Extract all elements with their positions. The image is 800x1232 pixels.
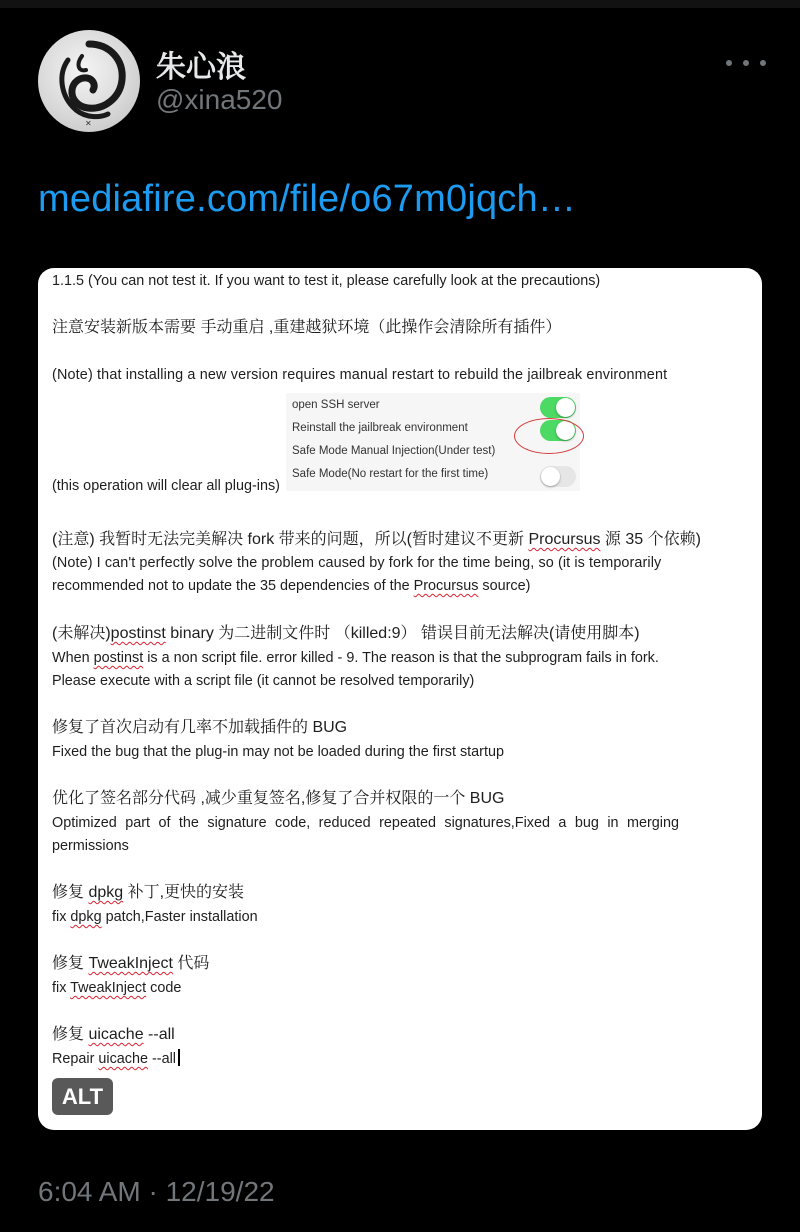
doc-tweak-cn: 修复 TweakInject 代码 [52,955,210,972]
setting-label: Safe Mode Manual Injection(Under test) [292,445,496,457]
doc-fork-en-1: (Note) I can't perfectly solve the problem caused by fork for the time being, so (it is temporarily [52,555,662,571]
avatar[interactable] [38,30,140,132]
doc-postinst-en-2: Please execute with a script file (it cannot be resolved temporarily) [52,673,475,689]
setting-label: Reinstall the jailbreak environment [292,422,468,434]
display-name[interactable]: 朱心浪 [156,51,246,84]
doc-postinst-en-1: When postinst is a non script file. error killed - 9. The reason is that the subprogram fails in fork. [52,650,659,666]
doc-note-cn: 注意安装新版本需要 手动重启 ,重建越狱环境（此操作会清除所有插件） [52,319,562,336]
alt-text-button[interactable]: ALT [52,1078,113,1115]
doc-tweak-en: fix TweakInject code [52,980,182,996]
setting-label: Safe Mode(No restart for the first time) [292,468,489,480]
doc-uicache-en: Repair uicache --all [52,1049,180,1069]
doc-version-line: 1.1.5 (You can not test it. If you want to test it, please carefully look at the precautions) [52,273,601,289]
doc-bug-cn: 修复了首次启动有几率不加载插件的 BUG [52,719,348,736]
text-cursor [178,1049,180,1066]
more-dot-icon [760,60,766,66]
red-circle-annotation [514,418,584,454]
safe-mode-toggle [540,466,576,487]
doc-fork-cn: (注意) 我暂时无法完美解决 fork 带来的问题，所以(暂时建议不更新 Procursus 源 35 个依赖) [52,531,701,548]
tweet-image[interactable] [38,268,762,1130]
doc-note-en: (Note) that installing a new version requires manual restart to rebuild the jailbreak environment [52,367,668,383]
more-options-button[interactable] [726,50,766,76]
tweet-link[interactable]: mediafire.com/file/o67m0jqch… [38,178,577,220]
tweet-timestamp[interactable]: 6:04 AM · 12/19/22 [38,1176,275,1207]
doc-postinst-cn: (未解决)postinst binary 为二进制文件时 （killed:9） 错误目前无法解决(请使用脚本) [52,625,640,642]
svg-text:✕: ✕ [85,119,92,128]
doc-dpkg-cn: 修复 dpkg 补丁,更快的安装 [52,884,245,901]
doc-fork-en-2: recommended not to update the 35 dependencies of the Procursus source) [52,578,531,594]
top-bar [0,0,800,8]
doc-bug-en: Fixed the bug that the plug-in may not be loaded during the first startup [52,744,504,760]
avatar-logo-icon [38,30,140,132]
doc-clear-plugins: (this operation will clear all plug-ins) [52,478,280,494]
doc-sig-en-1: Optimized part of the signature code, reduced repeated signatures,Fixed a bug in merging [52,815,679,831]
doc-uicache-cn: 修复 uicache --all [52,1026,175,1043]
doc-sig-cn: 优化了签名部分代码 ,减少重复签名,修复了合并权限的一个 BUG [52,790,505,807]
more-dot-icon [743,60,749,66]
more-dot-icon [726,60,732,66]
setting-label: open SSH server [292,399,380,411]
doc-dpkg-en: fix dpkg patch,Faster installation [52,909,258,925]
doc-sig-en-2: permissions [52,838,129,854]
user-handle[interactable]: @xina520 [156,84,283,115]
ssh-toggle [540,397,576,418]
